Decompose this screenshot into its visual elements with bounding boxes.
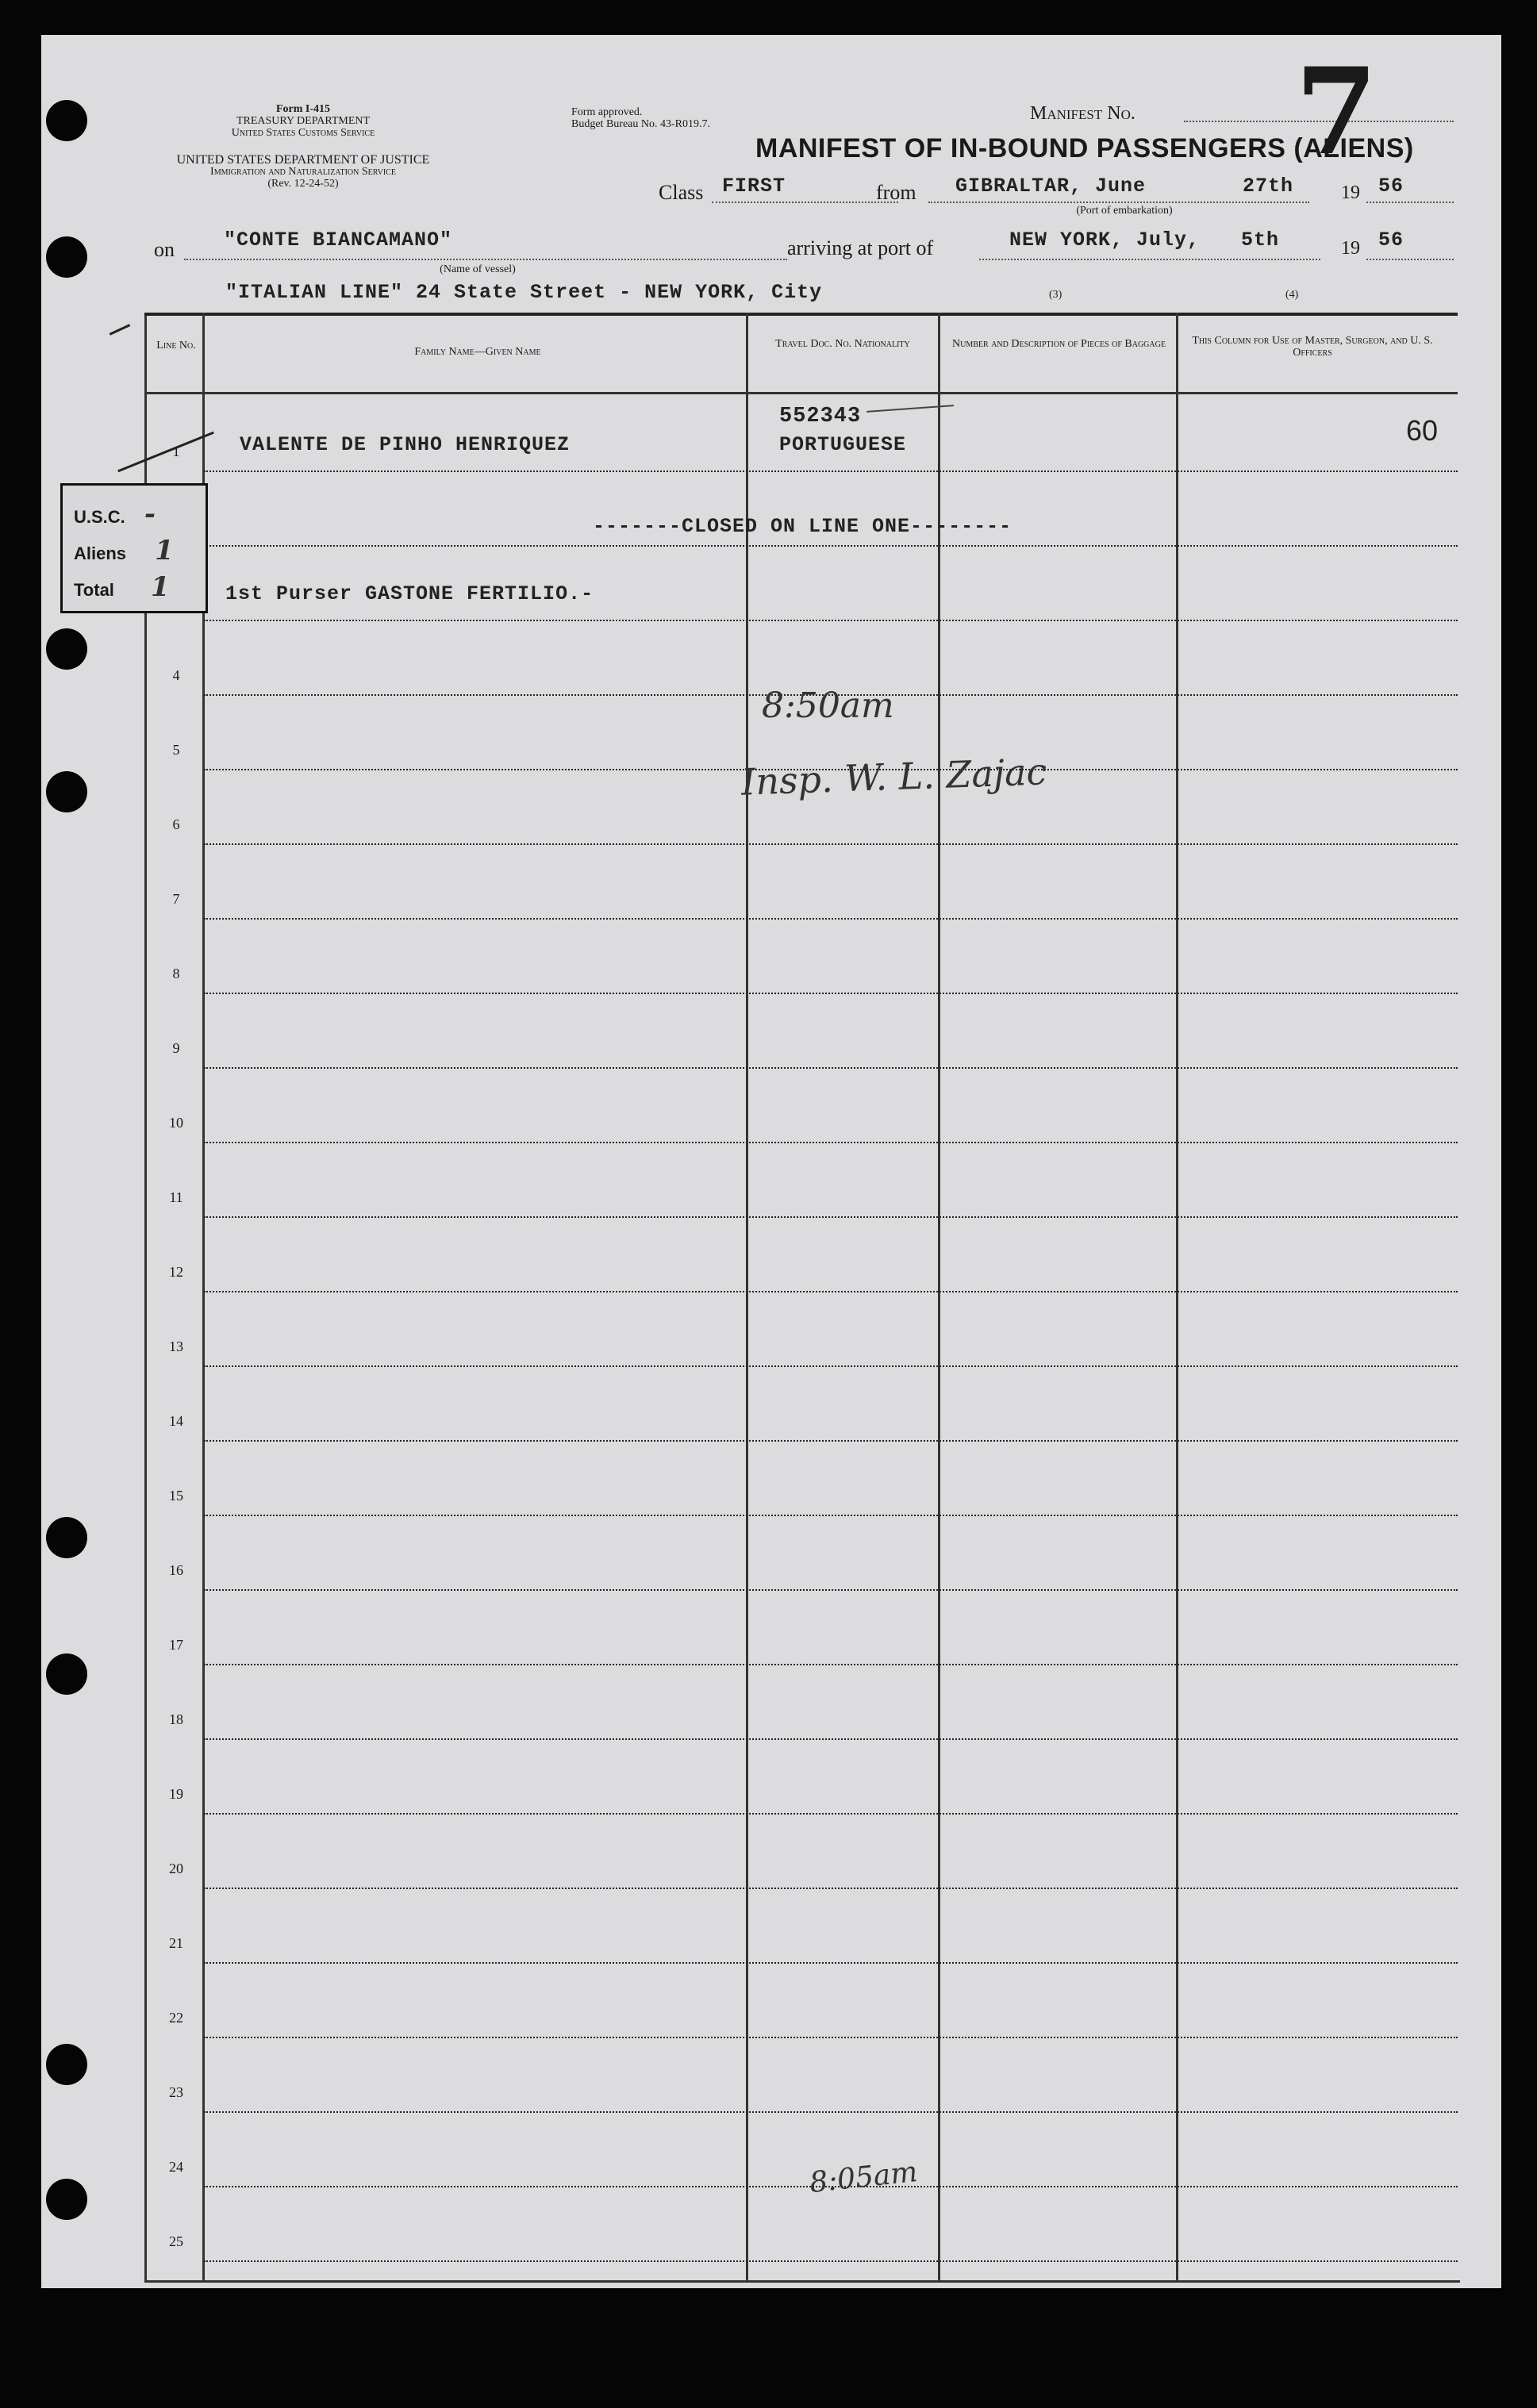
usc-label: U.S.C. xyxy=(74,507,125,527)
alien-count-box xyxy=(60,483,208,613)
header-line-no: Line No. xyxy=(156,340,196,351)
row-rule xyxy=(204,1515,1458,1516)
shipping-line: "ITALIAN LINE" 24 State Street - NEW YORK, City xyxy=(225,281,823,304)
row-rule xyxy=(204,1067,1458,1069)
binder-hole xyxy=(46,628,87,670)
manifest-title: MANIFEST OF IN-BOUND PASSENGERS (ALIENS) xyxy=(755,133,1414,163)
row-rule xyxy=(204,1365,1458,1367)
row-rule xyxy=(204,1291,1458,1292)
arrival-line xyxy=(979,259,1320,260)
year-prefix-2: 19 xyxy=(1341,238,1360,259)
handwritten-time-2: 8:05am xyxy=(808,2155,920,2200)
port-caption: (Port of embarkation) xyxy=(1076,205,1173,217)
travel-doc-number: 552343 xyxy=(779,405,862,428)
form-number: Form I-415 xyxy=(275,103,331,115)
row-rule xyxy=(204,1142,1458,1143)
header-travel-doc: Travel Doc. No. Nationality xyxy=(775,338,910,350)
column-divider xyxy=(1176,313,1178,2280)
arrival-port: NEW YORK, July, xyxy=(1009,229,1201,252)
binder-hole xyxy=(46,2179,87,2220)
line-number: 14 xyxy=(169,1413,183,1429)
class-line xyxy=(712,202,898,203)
binder-hole xyxy=(46,1517,87,1558)
tick-mark xyxy=(110,324,131,336)
line-number: 11 xyxy=(169,1189,183,1205)
table-top-rule xyxy=(144,313,1458,316)
table-header-rule xyxy=(144,392,1458,394)
header-officers: This Column for Use of Master, Surgeon, and U. S. Officers xyxy=(1192,335,1433,359)
aliens-label: Aliens xyxy=(74,543,127,563)
form-approved: Form approved. xyxy=(571,106,643,118)
line-number: 21 xyxy=(169,1935,183,1951)
aliens-value: 1 xyxy=(155,535,174,566)
row-rule xyxy=(204,2037,1458,2038)
row-rule xyxy=(204,1962,1458,1964)
line-number: 10 xyxy=(169,1115,183,1131)
year-line xyxy=(1366,202,1454,203)
arrival-year: 56 xyxy=(1378,229,1404,252)
total-value: 1 xyxy=(151,571,170,603)
line-number: 12 xyxy=(169,1264,183,1280)
row-rule xyxy=(204,545,1458,547)
row-rule xyxy=(204,843,1458,845)
inspector-signature: Insp. W. L. Zajac xyxy=(740,750,1048,804)
port-line xyxy=(928,202,1309,203)
line-number: 13 xyxy=(169,1338,183,1354)
line-number: 7 xyxy=(172,891,180,907)
line-number: 24 xyxy=(169,2159,183,2175)
line-number: 17 xyxy=(169,1637,183,1653)
from-label: from xyxy=(876,181,916,204)
manifest-table xyxy=(144,313,1460,2283)
row-rule xyxy=(204,1589,1458,1591)
column-divider xyxy=(938,313,940,2280)
on-label: on xyxy=(154,238,175,261)
line-number: 22 xyxy=(169,2010,183,2026)
vessel-name: "CONTE BIANCAMANO" xyxy=(224,229,453,252)
departure-day: 27th xyxy=(1243,175,1294,198)
line-number: 25 xyxy=(169,2233,183,2249)
arriving-label: arriving at port of xyxy=(787,236,934,259)
line-number: 15 xyxy=(169,1488,183,1504)
line-number: 19 xyxy=(169,1786,183,1802)
class-value: FIRST xyxy=(722,175,786,198)
binder-hole xyxy=(46,771,87,812)
note-3: (3) xyxy=(1049,289,1062,301)
line-number: 4 xyxy=(172,667,180,683)
line-number: 9 xyxy=(172,1040,180,1056)
binder-hole xyxy=(46,100,87,141)
row-rule xyxy=(204,993,1458,994)
row-rule xyxy=(204,470,1458,472)
manifest-sheet xyxy=(41,35,1501,2288)
row-rule xyxy=(204,1738,1458,1740)
usc-row xyxy=(74,498,156,530)
justice-header xyxy=(136,154,470,190)
margin-number: 60 xyxy=(1406,414,1439,447)
budget-bureau: Budget Bureau No. 43-R019.7. xyxy=(571,118,710,130)
row-rule xyxy=(204,620,1458,621)
row-rule xyxy=(204,1664,1458,1665)
arrival-year-line xyxy=(1366,259,1454,260)
header-name: Family Name—Given Name xyxy=(414,346,541,358)
passenger-name: VALENTE DE PINHO HENRIQUEZ xyxy=(240,433,571,456)
row-rule xyxy=(204,1888,1458,1889)
vessel-line xyxy=(184,259,787,260)
column-divider xyxy=(746,313,748,2280)
aliens-row xyxy=(74,535,174,566)
customs-service: United States Customs Service xyxy=(231,127,375,139)
handwritten-time: 8:50am xyxy=(762,686,894,726)
line-number: 20 xyxy=(169,1861,183,1876)
form-header-left xyxy=(176,103,430,139)
vessel-caption: (Name of vessel) xyxy=(440,263,516,275)
binder-hole xyxy=(46,1653,87,1695)
row-rule xyxy=(204,918,1458,920)
line-number: 8 xyxy=(172,966,180,981)
justice-dept: UNITED STATES DEPARTMENT OF JUSTICE xyxy=(176,153,430,167)
embarkation-port: GIBRALTAR, June xyxy=(955,175,1147,198)
nationality: PORTUGUESE xyxy=(779,433,907,456)
revision: (Rev. 12-24-52) xyxy=(267,178,339,190)
ins-service: Immigration and Naturalization Service xyxy=(210,166,396,178)
form-approval xyxy=(571,106,710,130)
arrival-day: 5th xyxy=(1241,229,1280,252)
row-rule xyxy=(204,1813,1458,1815)
departure-year: 56 xyxy=(1378,175,1404,198)
header-baggage: Number and Description of Pieces of Baggage xyxy=(952,338,1166,350)
closed-on-line-one: -------CLOSED ON LINE ONE-------- xyxy=(593,515,1012,538)
line-number: 6 xyxy=(172,816,180,832)
note-4: (4) xyxy=(1285,289,1299,301)
row-rule xyxy=(204,1216,1458,1218)
binder-hole xyxy=(46,236,87,278)
purser-signature: 1st Purser GASTONE FERTILIO.- xyxy=(225,582,594,605)
line-number: 16 xyxy=(169,1562,183,1578)
total-row xyxy=(74,571,170,603)
line-number: 1 xyxy=(172,444,180,459)
row-rule xyxy=(204,2111,1458,2113)
line-number: 5 xyxy=(172,742,180,758)
row-rule xyxy=(204,2260,1458,2262)
manifest-number: 7 xyxy=(1295,42,1378,182)
line-number: 23 xyxy=(169,2084,183,2100)
treasury-dept: TREASURY DEPARTMENT xyxy=(236,115,371,127)
usc-value: - xyxy=(144,498,156,530)
binder-hole xyxy=(46,2044,87,2085)
manifest-no-label: Manifest No. xyxy=(1030,103,1135,124)
line-number: 18 xyxy=(169,1711,183,1727)
year-prefix: 19 xyxy=(1341,182,1360,203)
total-label: Total xyxy=(74,580,114,600)
class-label: Class xyxy=(659,181,704,204)
row-rule xyxy=(204,1440,1458,1442)
